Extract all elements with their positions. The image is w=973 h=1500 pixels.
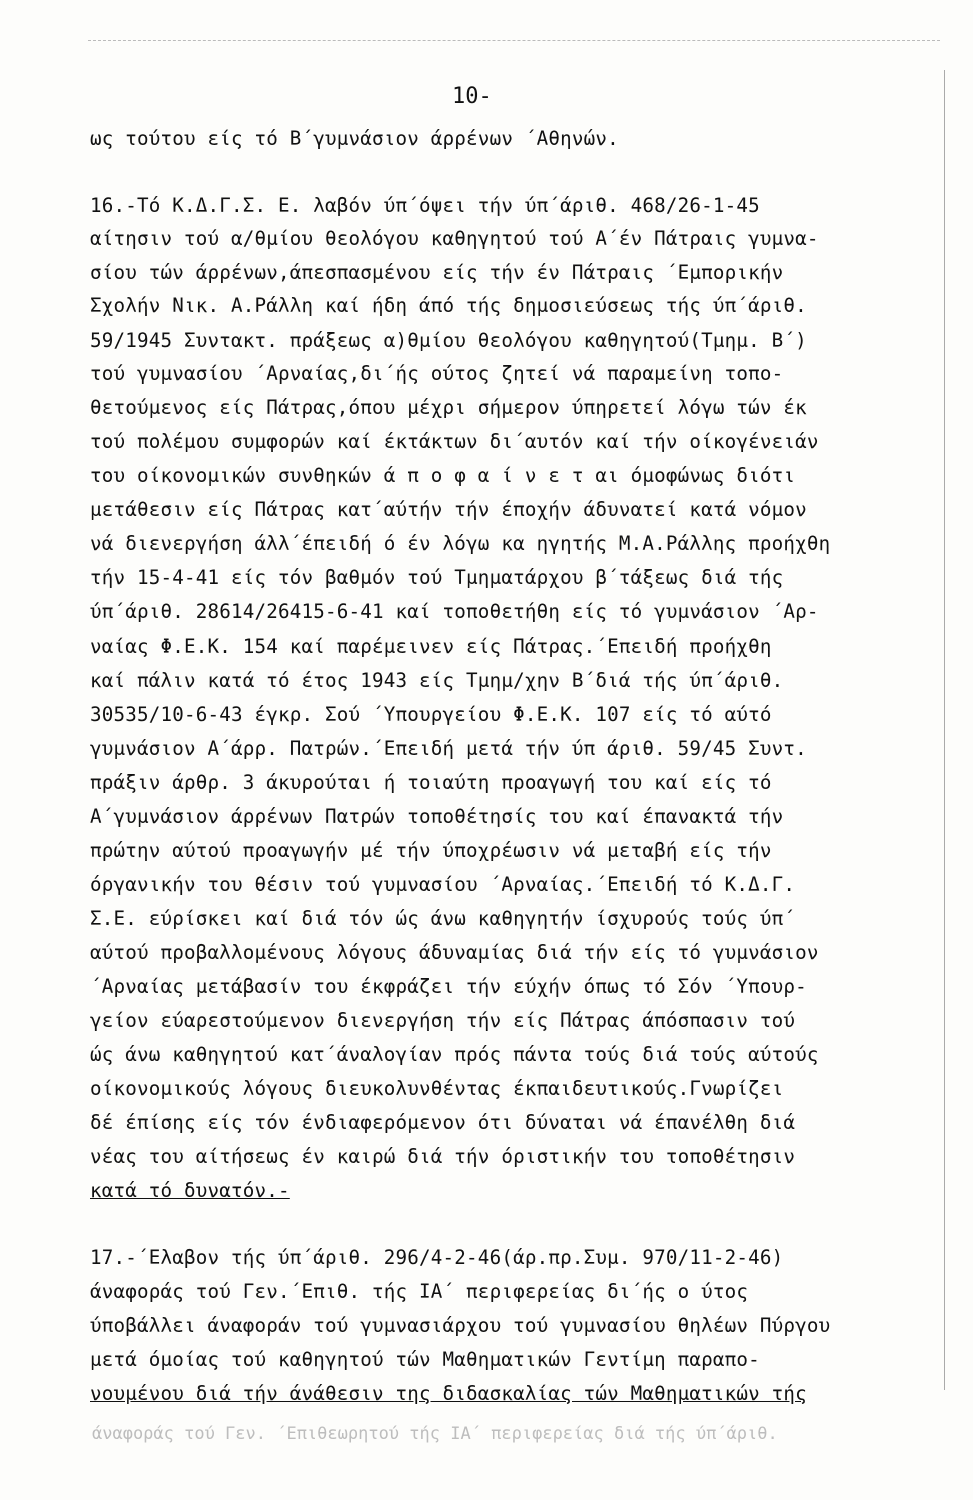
text-line: νά διενεργήση άλλ΄έπειδή ό έν λόγω κα ηγητής Μ.Α.Ράλλης προήχθη xyxy=(90,532,831,555)
text-line: 59/1945 Συντακτ. πράξεως α)θμίου θεολόγου καθηγητού(Τμημ. Β΄) xyxy=(90,329,807,352)
text-line: δέ έπίσης είς τόν ένδιαφερόμενον ότι δύναται νά έπανέλθη διά xyxy=(90,1111,796,1134)
text-line: γυμνάσιον Α΄άρρ. Πατρών.΄Επειδή μετά τήν ύπ άριθ. 59/45 Συντ. xyxy=(90,737,807,760)
text-line: του οίκονομικών συνθηκών ά π ο φ α ί ν ε τ αι όμοφώνως διότι xyxy=(90,464,796,487)
paragraph-17-line: 17.-΄Ελαβον τής ύπ΄άριθ. 296/4-2-46(άρ.πρ.Συμ. 970/11-2-46) xyxy=(90,1246,784,1269)
text-line: πρώτην αύτού προαγωγήν μέ τήν ύποχρέωσιν νά μεταβή είς τήν xyxy=(90,839,772,862)
text-line: όργανικήν του θέσιν τού γυμνασίου ΄Αρναίας.΄Επειδή τό Κ.Δ.Γ. xyxy=(90,873,796,896)
text-line: καί πάλιν κατά τό έτος 1943 είς Τμημ/χην Β΄διά τής ύπ΄άριθ. xyxy=(90,669,784,692)
text-line: πράξιν άρθρ. 3 άκυρούται ή τοιαύτη προαγωγή του καί είς τό xyxy=(90,771,772,794)
text-line: άναφοράς τού Γεν.΄Επιθ. τής ΙΑ΄ περιφερείας δι΄ής ο ύτος xyxy=(90,1280,749,1303)
text-line: ΄Αρναίας μετάβασίν του έκφράζει τήν εύχήν όπως τό Σόν ΄Υπουρ- xyxy=(90,975,807,998)
text-line: τήν 15-4-41 είς τόν βαθμόν τού Τμηματάρχου β΄τάξεως διά τής xyxy=(90,566,784,589)
text-line: σίου τών άρρένων,άπεσπασμένου είς τήν έν Πάτραις ΄Εμπορικήν xyxy=(90,261,784,284)
text-line: αίτησιν τού α/θμίου θεολόγου καθηγητού τού Α΄έν Πάτραις γυμνα- xyxy=(90,227,819,250)
bleed-through-text: άναφοράς τού Γεν. ΄Επιθεωρητού τής ΙΑ΄ περιφερείας διά τής ύπ΄άριθ. xyxy=(92,1424,778,1444)
text-line: αύτού προβαλλομένους λόγους άδυναμίας διά τήν είς τό γυμνάσιον xyxy=(90,941,819,964)
text-line: 30535/10-6-43 έγκρ. Σού ΄Υπουργείου Φ.Ε.Κ. 107 είς τό αύτό xyxy=(90,703,772,726)
top-rule xyxy=(88,40,940,41)
text-line: ύποβάλλει άναφοράν τού γυμνασιάρχου τού γυμνασίου θηλέων Πύργου xyxy=(90,1314,831,1337)
text-line: οίκονομικούς λόγους διευκολυνθέντας έκπαιδευτικούς.Γνωρίζει xyxy=(90,1077,784,1100)
text-line: θετούμενος είς Πάτρας,όπου μέχρι σήμερον ύπηρετεί λόγω τών έκ xyxy=(90,396,807,419)
paragraph-16-line: 16.-Τό Κ.Δ.Γ.Σ. Ε. λαβόν ύπ΄όψει τήν ύπ΄άριθ. 468/26-1-45 xyxy=(90,194,760,217)
text-line: Σ.Ε. εύρίσκει καί διά τόν ώς άνω καθηγητήν ίσχυρούς τούς ύπ΄ xyxy=(90,907,796,930)
text-line: Α΄γυμνάσιον άρρένων Πατρών τοποθέτησίς του καί έπανακτά τήν xyxy=(90,805,784,828)
text-line: τού πολέμου συμφορών καί έκτάκτων δι΄αυτόν καί τήν οίκογένειάν xyxy=(90,430,819,453)
text-line: μετά όμοίας τού καθηγητού τών Μαθηματικών Γεντίμη παραπο- xyxy=(90,1348,760,1371)
text-line: ως τούτου είς τό Β΄γυμνάσιον άρρένων ΄Αθηνών. xyxy=(90,127,619,150)
text-line: ώς άνω καθηγητού κατ΄άναλογίαν πρός πάντα τούς διά τούς αύτούς xyxy=(90,1043,819,1066)
text-line: νουμένου διά τήν άνάθεσιν της διδασκαλίας τών Μαθηματικών τής xyxy=(90,1382,807,1405)
text-line: ύπ΄άριθ. 28614/26415-6-41 καί τοποθετήθη είς τό γυμνάσιον ΄Αρ- xyxy=(90,600,819,623)
text-line: Σχολήν Νικ. Α.Ράλλη καί ήδη άπό τής δημοσιεύσεως τής ύπ΄άριθ. xyxy=(90,294,807,317)
text-line: γείον εύαρεστούμενον διενεργήση τήν είς Πάτρας άπόσπασιν τού xyxy=(90,1009,796,1032)
text-line: μετάθεσιν είς Πάτρας κατ΄αύτήν τήν έποχήν άδυνατεί κατά νόμον xyxy=(90,498,807,521)
right-margin-edge xyxy=(944,70,945,1390)
text-line: νέας του αίτήσεως έν καιρώ διά τήν όριστικήν του τοποθέτησιν xyxy=(90,1145,796,1168)
page-number: 10- xyxy=(452,84,492,109)
text-line: τού γυμνασίου ΄Αρναίας,δι΄ής ούτος ζητεί νά παραμείνη τοπο- xyxy=(90,362,784,385)
text-line: κατά τό δυνατόν.- xyxy=(90,1179,290,1202)
text-line: ναίας Φ.Ε.Κ. 154 καί παρέμεινεν είς Πάτρας.΄Επειδή προήχθη xyxy=(90,635,772,658)
